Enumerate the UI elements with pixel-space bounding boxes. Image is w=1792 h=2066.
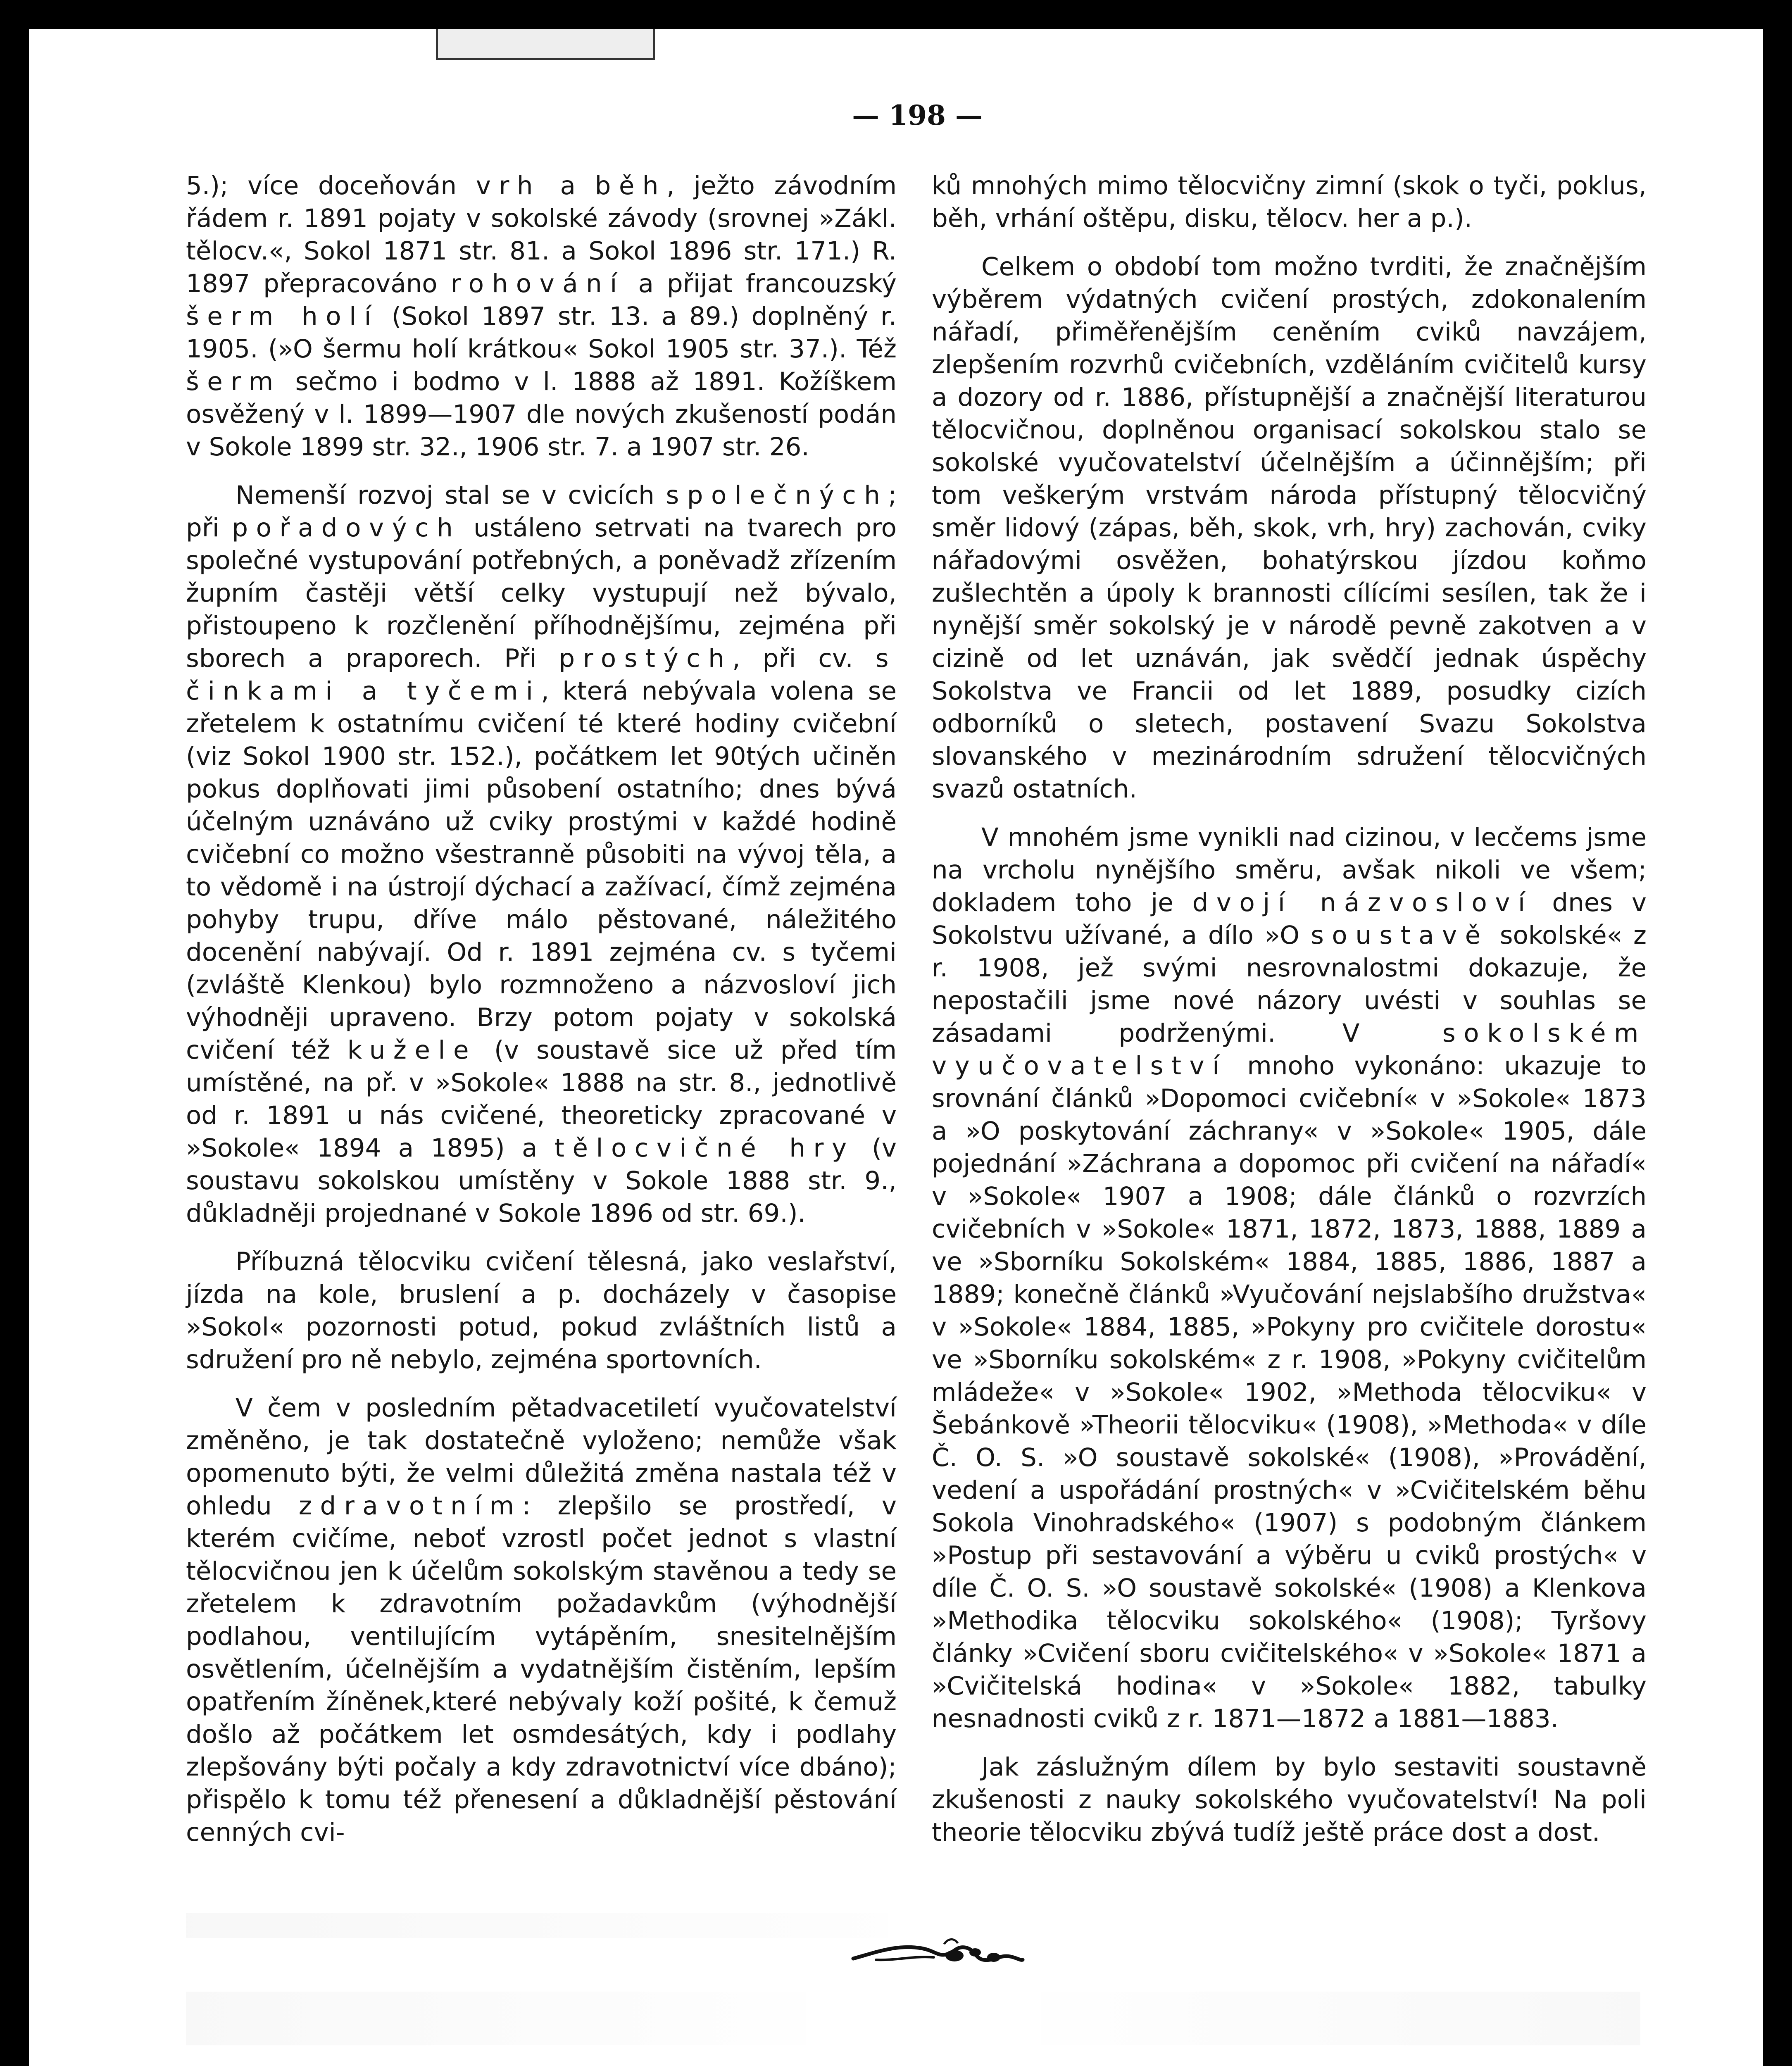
text-run: (v soustavu sokolskou umístěny v Sokole 1888 str. 9., důkladněji projednané v Sokole 1896 od str. 69.). bbox=[186, 1133, 897, 1228]
right-paragraph-1: ků mnohých mimo tělocvičny zimní (skok o tyči, poklus, běh, vrhání oštěpu, disku, tělocv. her a p.). bbox=[932, 171, 1647, 233]
left-paragraph-4 bbox=[186, 1392, 897, 1849]
spaced-term: kužele bbox=[347, 1035, 477, 1065]
spaced-term: pořadových bbox=[232, 513, 461, 543]
text-run: sečmo i bodmo v l. 1888 až 1891. Kožíškem osvěžený v l. 1899—1907 dle nových zkušeností podán v Sokole 1899 str. 32., 1906 str. 7. a 1907 str. 26. bbox=[186, 367, 897, 462]
left-column bbox=[186, 169, 897, 1864]
text-run: 5.); více doceňován bbox=[186, 171, 476, 200]
text-run: sokolské« z r. 1908, jež svými nesrovnalostmi dokazuje, že nepostačili jsme nové názory uvésti v souhlas se zásadami podrženými. bbox=[932, 921, 1647, 1048]
spaced-term: zdravotním bbox=[298, 1491, 522, 1521]
text-run: (Sokol 1897 str. 13. a 89.) doplněný r. 1905. (»O šermu holí krátkou« Sokol 1905 str. 37.). Též bbox=[186, 302, 897, 364]
text-run: Nemenší rozvoj stal se v cvicích bbox=[236, 481, 666, 510]
left-paragraph-2 bbox=[186, 479, 897, 1230]
right-paragraph-4: Jak záslužným dílem by bylo sestaviti soustavně zkušenosti z nauky sokolského vyučovatelství! Na poli theorie tělocviku zbývá tudíž ještě práce dost a dost. bbox=[932, 1752, 1647, 1847]
right-column bbox=[932, 169, 1647, 1864]
bleed-through-text bbox=[186, 1913, 888, 1938]
right-paragraph-2: Celkem o období tom možno tvrditi, že značnějším výběrem výdatných cvičení prostých, zdokonalením nářadí, přiměřenějším ceněním cviků navzájem, zlepšením rozvrhů cvičebních, vzděláním cvičitelů kursy a dozory od r. 1886, přístupnější a značnější literaturou tělocvičnou, doplněnou organisací sokolskou stalo se sokolské vyučovatelství účelnějším a účinnějším; při tom veškerým vrstvám národa přístupný tělocvičný směr lidový (zápas, běh, skok, vrh, hry) zachován, cviky nářadovými osvěžen, bohatýrskou jízdou koňmo zušlechtěn a úpoly k brannosti cílícími sesílen, tak že i nynější směr sokolský je v národě pevně zakotven a v cizině od let uznáván, jak svědčí jednak úspěchy Sokolstva ve Francii od let 1889, posudky cizích odborníků o sletech, postavení Svazu Sokolstva slovanského v mezinárodním sdružení tělocvičných svazů ostatních. bbox=[932, 252, 1647, 804]
text-run: a bbox=[541, 171, 595, 200]
text-run: , při cv. bbox=[732, 644, 876, 673]
text-run: : zlepšilo se prostředí, v kterém cvičíme, neboť vzrostl počet jednot s vlastní tělocvičnou jen k účelům sokolským stavěnou a tedy se zřetelem k zdravotním požadavkům (výhodnější podlahou, ventilujícím vytápěním, snesitelnějším osvětlením, účelnějším a vydatnějším čistěním, lepším opatřením žíněnek,které nebývaly koží pošité, k čemuž došlo až počátkem let osmdesátých, kdy i podlahy zlepšovány býti počaly a kdy zdravotnictví více dbáno); přispělo k tomu též přenesení a důkladnější pěstování cenných cvi- bbox=[186, 1491, 897, 1847]
spaced-term: soustavě bbox=[1311, 921, 1489, 950]
text-run: V čem v posledním pětadvacetiletí vyučovatelství změněno, je tak dostatečně vyloženo; nemůže však opomenuto býti, že velmi důležitá změna nastala též v ohledu bbox=[186, 1393, 897, 1521]
spaced-term: rohování bbox=[450, 269, 625, 298]
spaced-term: s činkami a tyčemi bbox=[186, 644, 897, 706]
text-run: (v soustavě sice už před tím umístěné, na př. v »Sokole« 1888 na str. 8., jednotlivě od r. 1891 u nás cvičené, theoreticky zpracované v »Sokole« 1894 a 1895) a bbox=[186, 1035, 897, 1163]
page-number: — 198 — bbox=[852, 99, 983, 131]
left-paragraph-3: Příbuzná tělocviku cvičení tělesná, jako veslařství, jízda na kole, bruslení a p. docházely v časopise »Sokol« pozornosti potud, pokud zvláštních listů a sdružení pro ně nebylo, zejména sportovních. bbox=[186, 1247, 897, 1374]
bleed-through-text bbox=[1041, 1992, 1640, 2045]
text-run: V mnohém jsme vynikli nad cizinou, v lecčems jsme na vrcholu nynějšího směru, avšak nikoli ve všem; dokladem toho je bbox=[932, 823, 1647, 917]
spaced-term: běh bbox=[595, 171, 667, 200]
left-paragraph-1 bbox=[186, 169, 897, 463]
spaced-term: prostých bbox=[559, 644, 733, 673]
spaced-term: V sokolském vyučovatelství bbox=[932, 1019, 1647, 1081]
ornament-icon bbox=[851, 1936, 1025, 1973]
text-run: ustáleno setrvati na tvarech pro společné vystupování potřebných, a poněvadž zřízením župním častěji větší celky vystupují než bývalo, přistoupeno k rozčlenění příhodnějšímu, zejména při sborech a praporech. Při bbox=[186, 513, 897, 673]
text-run: a přijat francouzský bbox=[625, 269, 897, 298]
text-run: dnes v Sokolstvu užívané, a dílo »O bbox=[932, 888, 1647, 950]
bleed-through-text bbox=[186, 1992, 806, 2045]
text-run: mnoho vykonáno: ukazuje to srovnání článků »Dopomoci cvičební« v »Sokole« 1873 a »O poskytování záchrany« v »Sokole« 1905, dále pojednání »Záchrana a dopomoc při cvičení na nářadí« v »Sokole« 1907 a 1908; dále článků o rozvrzích cvičebních v »Sokole« 1871, 1872, 1873, 1888, 1889 a ve »Sborníku Sokolském« 1884, 1885, 1886, 1887 a 1889; konečně článků »Vyučování nejslabšího družstva« v »Sokole« 1884, 1885, »Pokyny pro cvičitele dorostu« ve »Sborníku sokolském« z r. 1908, »Pokyny cvičitelům mládeže« v »Sokole« 1902, »Methoda tělocviku« v Šebánkově »Theorii tělocviku« (1908), »Methoda« v díle Č. O. S. »O soustavě sokolské« (1908), »Provádění, vedení a uspořádání prostných« v »Cvičitelském běhu Sokola Vinohradského« (1907) s podobným článkem »Postup při sestavování a výběru u cviků prostých« v díle Č. O. S. »O soustavě sokolské« (1908) a Klenkova »Methodika tělocviku sokolského« (1908); Tyršovy články »Cvičení sboru cvičitelského« v »Sokole« 1871 a »Cvičitelská hodina« v »Sokole« 1882, tabulky nesnadnosti cviků z r. 1871—1872 a 1881—1883. bbox=[932, 1051, 1647, 1733]
spaced-term: šerm holí bbox=[186, 302, 380, 331]
spaced-term: vrh bbox=[476, 171, 541, 200]
right-paragraph-3 bbox=[932, 821, 1647, 1735]
binding-mark bbox=[436, 29, 655, 60]
spaced-term: společných bbox=[666, 481, 888, 510]
spaced-term: šerm bbox=[186, 367, 281, 396]
spaced-term: dvojí názvosloví bbox=[1192, 888, 1533, 917]
spaced-term: tělocvičné hry bbox=[554, 1133, 855, 1163]
document-page bbox=[29, 29, 1763, 2066]
text-run: ; při bbox=[186, 481, 897, 543]
text-run: , ježto závodním řádem r. 1891 pojaty v sokolské závody (srovnej »Zákl. tělocv.«, Sokol 1871 str. 81. a Sokol 1896 str. 171.) R. 1897 přepracováno bbox=[186, 171, 897, 298]
text-run: , která nebývala volena se zřetelem k ostatnímu cvičení té které hodiny cvičební (viz Sokol 1900 str. 152.), počátkem let 90tých učiněn pokus doplňovati jimi působení ostatního; dnes bývá účelným uznáváno už cviky prostými v každé hodině cvičební co možno všestranně působiti na vývoj těla, a to vědomě i na ústrojí dýchací a zažívací, čímž zejména pohyby trupu, dříve málo pěstované, náležitého docenění nabývají. Od r. 1891 zejména cv. s tyčemi (zvláště Klenkou) bylo rozmnoženo a názvosloví jich výhodněji upraveno. Brzy potom pojaty v sokolská cvičení též bbox=[186, 676, 897, 1065]
